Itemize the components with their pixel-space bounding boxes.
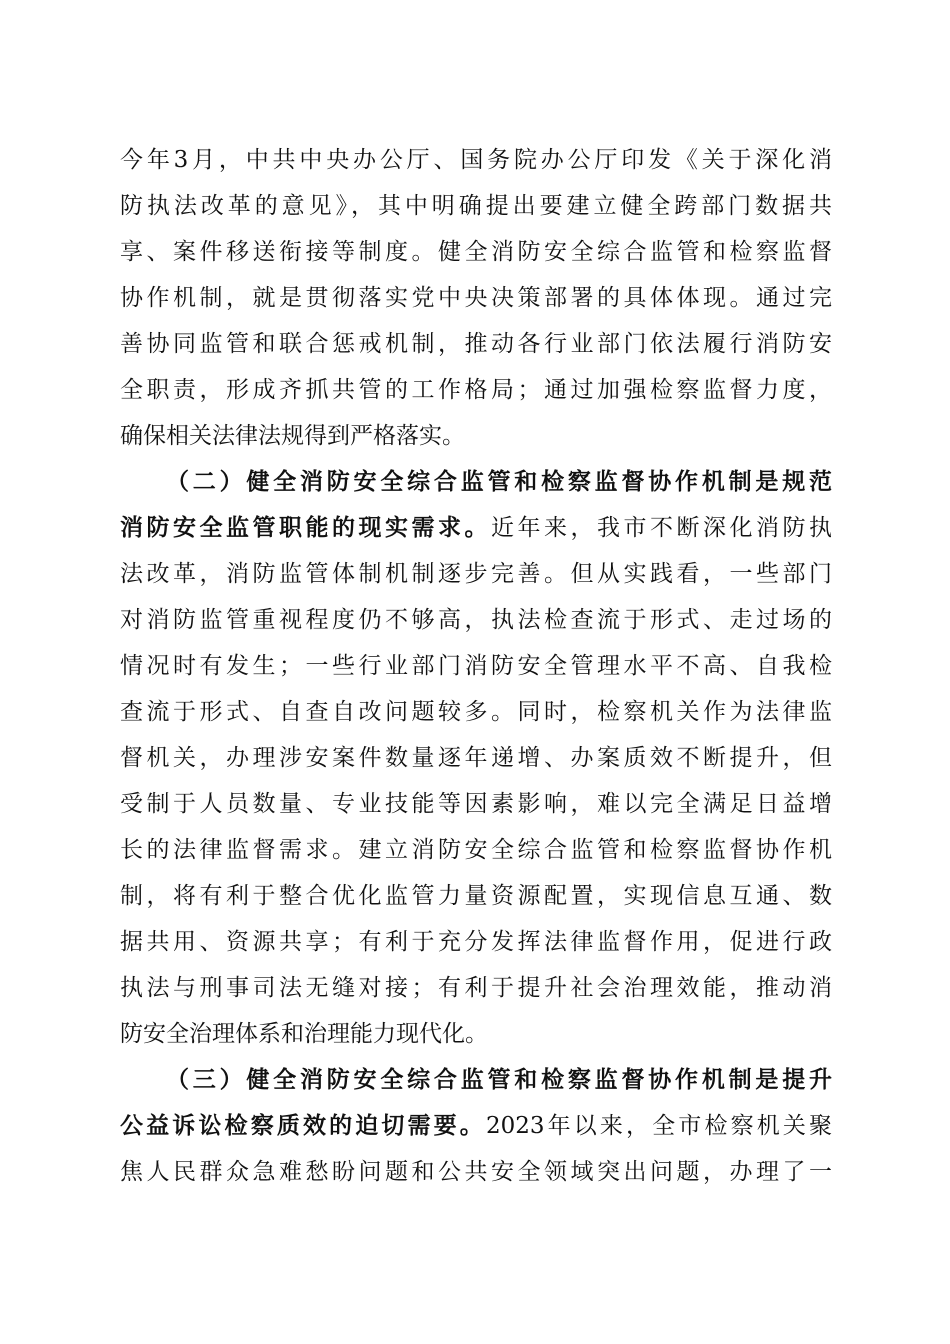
paragraph-2-heading-line-2: 消防安全监管职能的现实需求。 [120, 515, 491, 541]
paragraph-3-heading-line-2: 公益诉讼检察质效的迫切需要。 [120, 1113, 486, 1139]
paragraph-2-line-7: 督机关，办理涉安案件数量逐年递增、办案质效不断提升，但 [120, 745, 832, 771]
paragraph-2-line-2-text: 近年来，我市不断深化消防执 [491, 515, 832, 541]
paragraph-2-line-11: 据共用、资源共享；有利于充分发挥法律监督作用，促进行政 [120, 929, 832, 955]
paragraph-1-line-2: 防执法改革的意见》，其中明确提出要建立健全跨部门数据共 [120, 193, 832, 219]
paragraph-1-line-7: 确保相关法律法规得到严格落实。 [120, 423, 465, 449]
paragraph-2-line-10: 制，将有利于整合优化监管力量资源配置，实现信息互通、数 [120, 883, 832, 909]
paragraph-2-line-13: 防安全治理体系和治理能力现代化。 [120, 1021, 488, 1047]
paragraph-2-line-4: 对消防监管重视程度仍不够高，执法检查流于形式、走过场的 [120, 607, 832, 633]
paragraph-1-line-4: 协作机制，就是贯彻落实党中央决策部署的具体体现。通过完 [120, 285, 832, 311]
paragraph-2-line-6: 查流于形式、自查自改问题较多。同时，检察机关作为法律监 [120, 699, 832, 725]
paragraph-2-line-8: 受制于人员数量、专业技能等因素影响，难以完全满足日益增 [120, 791, 832, 817]
paragraph-2-line-5: 情况时有发生；一些行业部门消防安全管理水平不高、自我检 [120, 653, 832, 679]
paragraph-2-line-12: 执法与刑事司法无缝对接；有利于提升社会治理效能，推动消 [120, 975, 832, 1001]
paragraph-2-line-2 [120, 508, 832, 548]
paragraph-3-line-3: 焦人民群众急难愁盼问题和公共安全领域突出问题，办理了一 [120, 1159, 832, 1185]
paragraph-3-heading-line-1: （三）健全消防安全综合监管和检察监督协作机制是提升 [166, 1067, 832, 1093]
paragraph-1-line-3: 享、案件移送衔接等制度。健全消防安全综合监管和检察监督 [120, 239, 832, 265]
paragraph-2-heading-line-1: （二）健全消防安全综合监管和检察监督协作机制是规范 [166, 469, 832, 495]
paragraph-3-line-2 [120, 1106, 832, 1146]
paragraph-1-line-5: 善协同监管和联合惩戒机制，推动各行业部门依法履行消防安 [120, 331, 832, 357]
paragraph-1-line-1: 今年3月，中共中央办公厅、国务院办公厅印发《关于深化消 [120, 147, 832, 173]
paragraph-2-line-9: 长的法律监督需求。建立消防安全综合监管和检察监督协作机 [120, 837, 832, 863]
paragraph-3-line-2-text: 2023年以来，全市检察机关聚 [485, 1113, 832, 1139]
paragraph-2-line-3: 法改革，消防监管体制机制逐步完善。但从实践看，一些部门 [120, 561, 832, 587]
paragraph-1-line-6: 全职责，形成齐抓共管的工作格局；通过加强检察监督力度， [120, 377, 832, 403]
